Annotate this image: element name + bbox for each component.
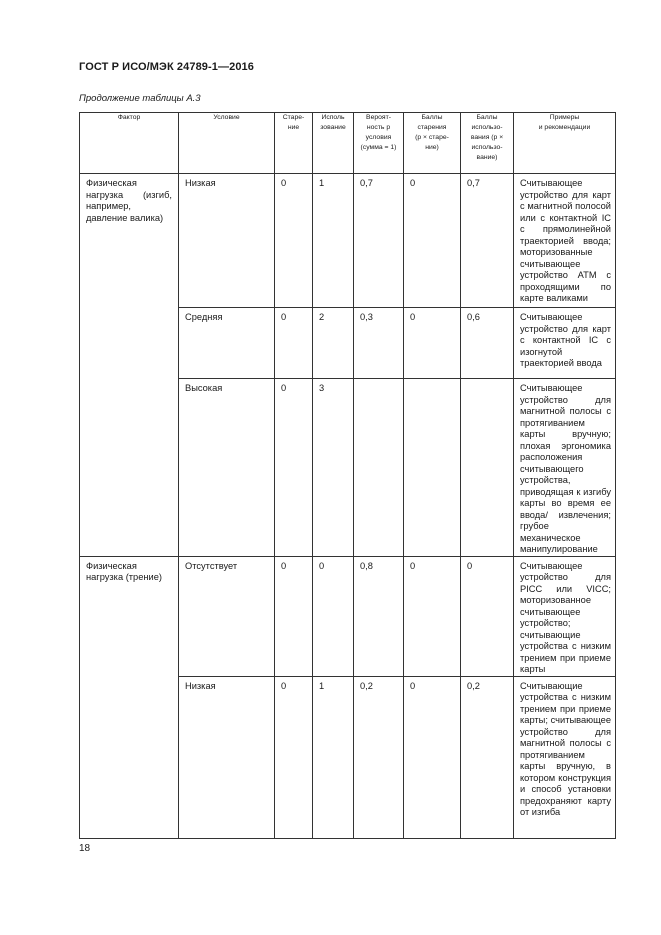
examples-cell: Считывающее устройство для PICC или VICC; моторизованное считывающее устройство; считывающие устройства с низким трением при приеме карты [514, 556, 616, 676]
page-number: 18 [79, 843, 91, 854]
aging-score-cell: 0 [404, 556, 461, 676]
probability-cell: 0,7 [354, 174, 404, 308]
usage-cell: 3 [313, 379, 354, 557]
column-header-probability: Вероят- ность p условия (сумма = 1) [354, 113, 404, 174]
column-header-aging: Старе- ние [275, 113, 313, 174]
usage-score-cell: 0,7 [461, 174, 514, 308]
examples-cell: Считывающее устройство для магнитной полосы с протягиванием карты вручную; плохая эргономика расположения считывающего устройства, приводящая к изгибу карты во время ее ввода/ извлечения; грубое механическое манипулирование [514, 379, 616, 557]
column-header-factor: Фактор [80, 113, 179, 174]
column-header-condition: Условие [179, 113, 275, 174]
examples-cell: Считывающее устройство для карт с магнитной полосой или с контактной IC с прямолинейной траекторией ввода; моторизованные считывающее устройство АТМ с проходящими по карте валиками [514, 174, 616, 308]
usage-cell: 0 [313, 556, 354, 676]
aging-cell: 0 [275, 308, 313, 379]
column-header-examples: Примеры и рекомендации [514, 113, 616, 174]
aging-cell: 0 [275, 174, 313, 308]
examples-cell: Считывающее устройство для карт с контактной IC с изогнутой траекторией ввода [514, 308, 616, 379]
usage-cell: 2 [313, 308, 354, 379]
aging-score-cell [404, 379, 461, 557]
probability-cell: 0,8 [354, 556, 404, 676]
condition-cell: Высокая [179, 379, 275, 557]
column-header-usage-score: Баллы использо- вания (p × использо- вание) [461, 113, 514, 174]
probability-cell: 0,3 [354, 308, 404, 379]
usage-score-cell: 0,2 [461, 676, 514, 838]
condition-cell: Отсутствует [179, 556, 275, 676]
usage-score-cell: 0 [461, 556, 514, 676]
probability-cell: 0,2 [354, 676, 404, 838]
column-header-usage: Исполь зование [313, 113, 354, 174]
probability-cell [354, 379, 404, 557]
data-table [79, 112, 616, 839]
factor-cell: Физическая нагрузка (трение) [80, 556, 179, 838]
aging-score-cell: 0 [404, 676, 461, 838]
factor-cell: Физическая нагрузка (изгиб, например, давление валика) [80, 174, 179, 557]
table-caption: Продолжение таблицы А.3 [79, 93, 201, 104]
column-header-aging-score: Баллы старения (p × старе- ние) [404, 113, 461, 174]
document-title: ГОСТ Р ИСО/МЭК 24789-1—2016 [79, 61, 254, 73]
usage-cell: 1 [313, 174, 354, 308]
usage-cell: 1 [313, 676, 354, 838]
aging-score-cell: 0 [404, 308, 461, 379]
condition-cell: Низкая [179, 174, 275, 308]
aging-cell: 0 [275, 556, 313, 676]
aging-cell: 0 [275, 379, 313, 557]
table-row [80, 174, 616, 308]
condition-cell: Низкая [179, 676, 275, 838]
aging-score-cell: 0 [404, 174, 461, 308]
table-header-row [80, 113, 616, 174]
condition-cell: Средняя [179, 308, 275, 379]
aging-cell: 0 [275, 676, 313, 838]
usage-score-cell: 0,6 [461, 308, 514, 379]
examples-cell: Считывающие устройства с низким трением при приеме карты; считывающее устройство для магнитной полосы с протягиванием карты вручную, в котором конструкция и способ установки предохраняют карту от изгиба [514, 676, 616, 838]
table-row [80, 556, 616, 676]
usage-score-cell [461, 379, 514, 557]
